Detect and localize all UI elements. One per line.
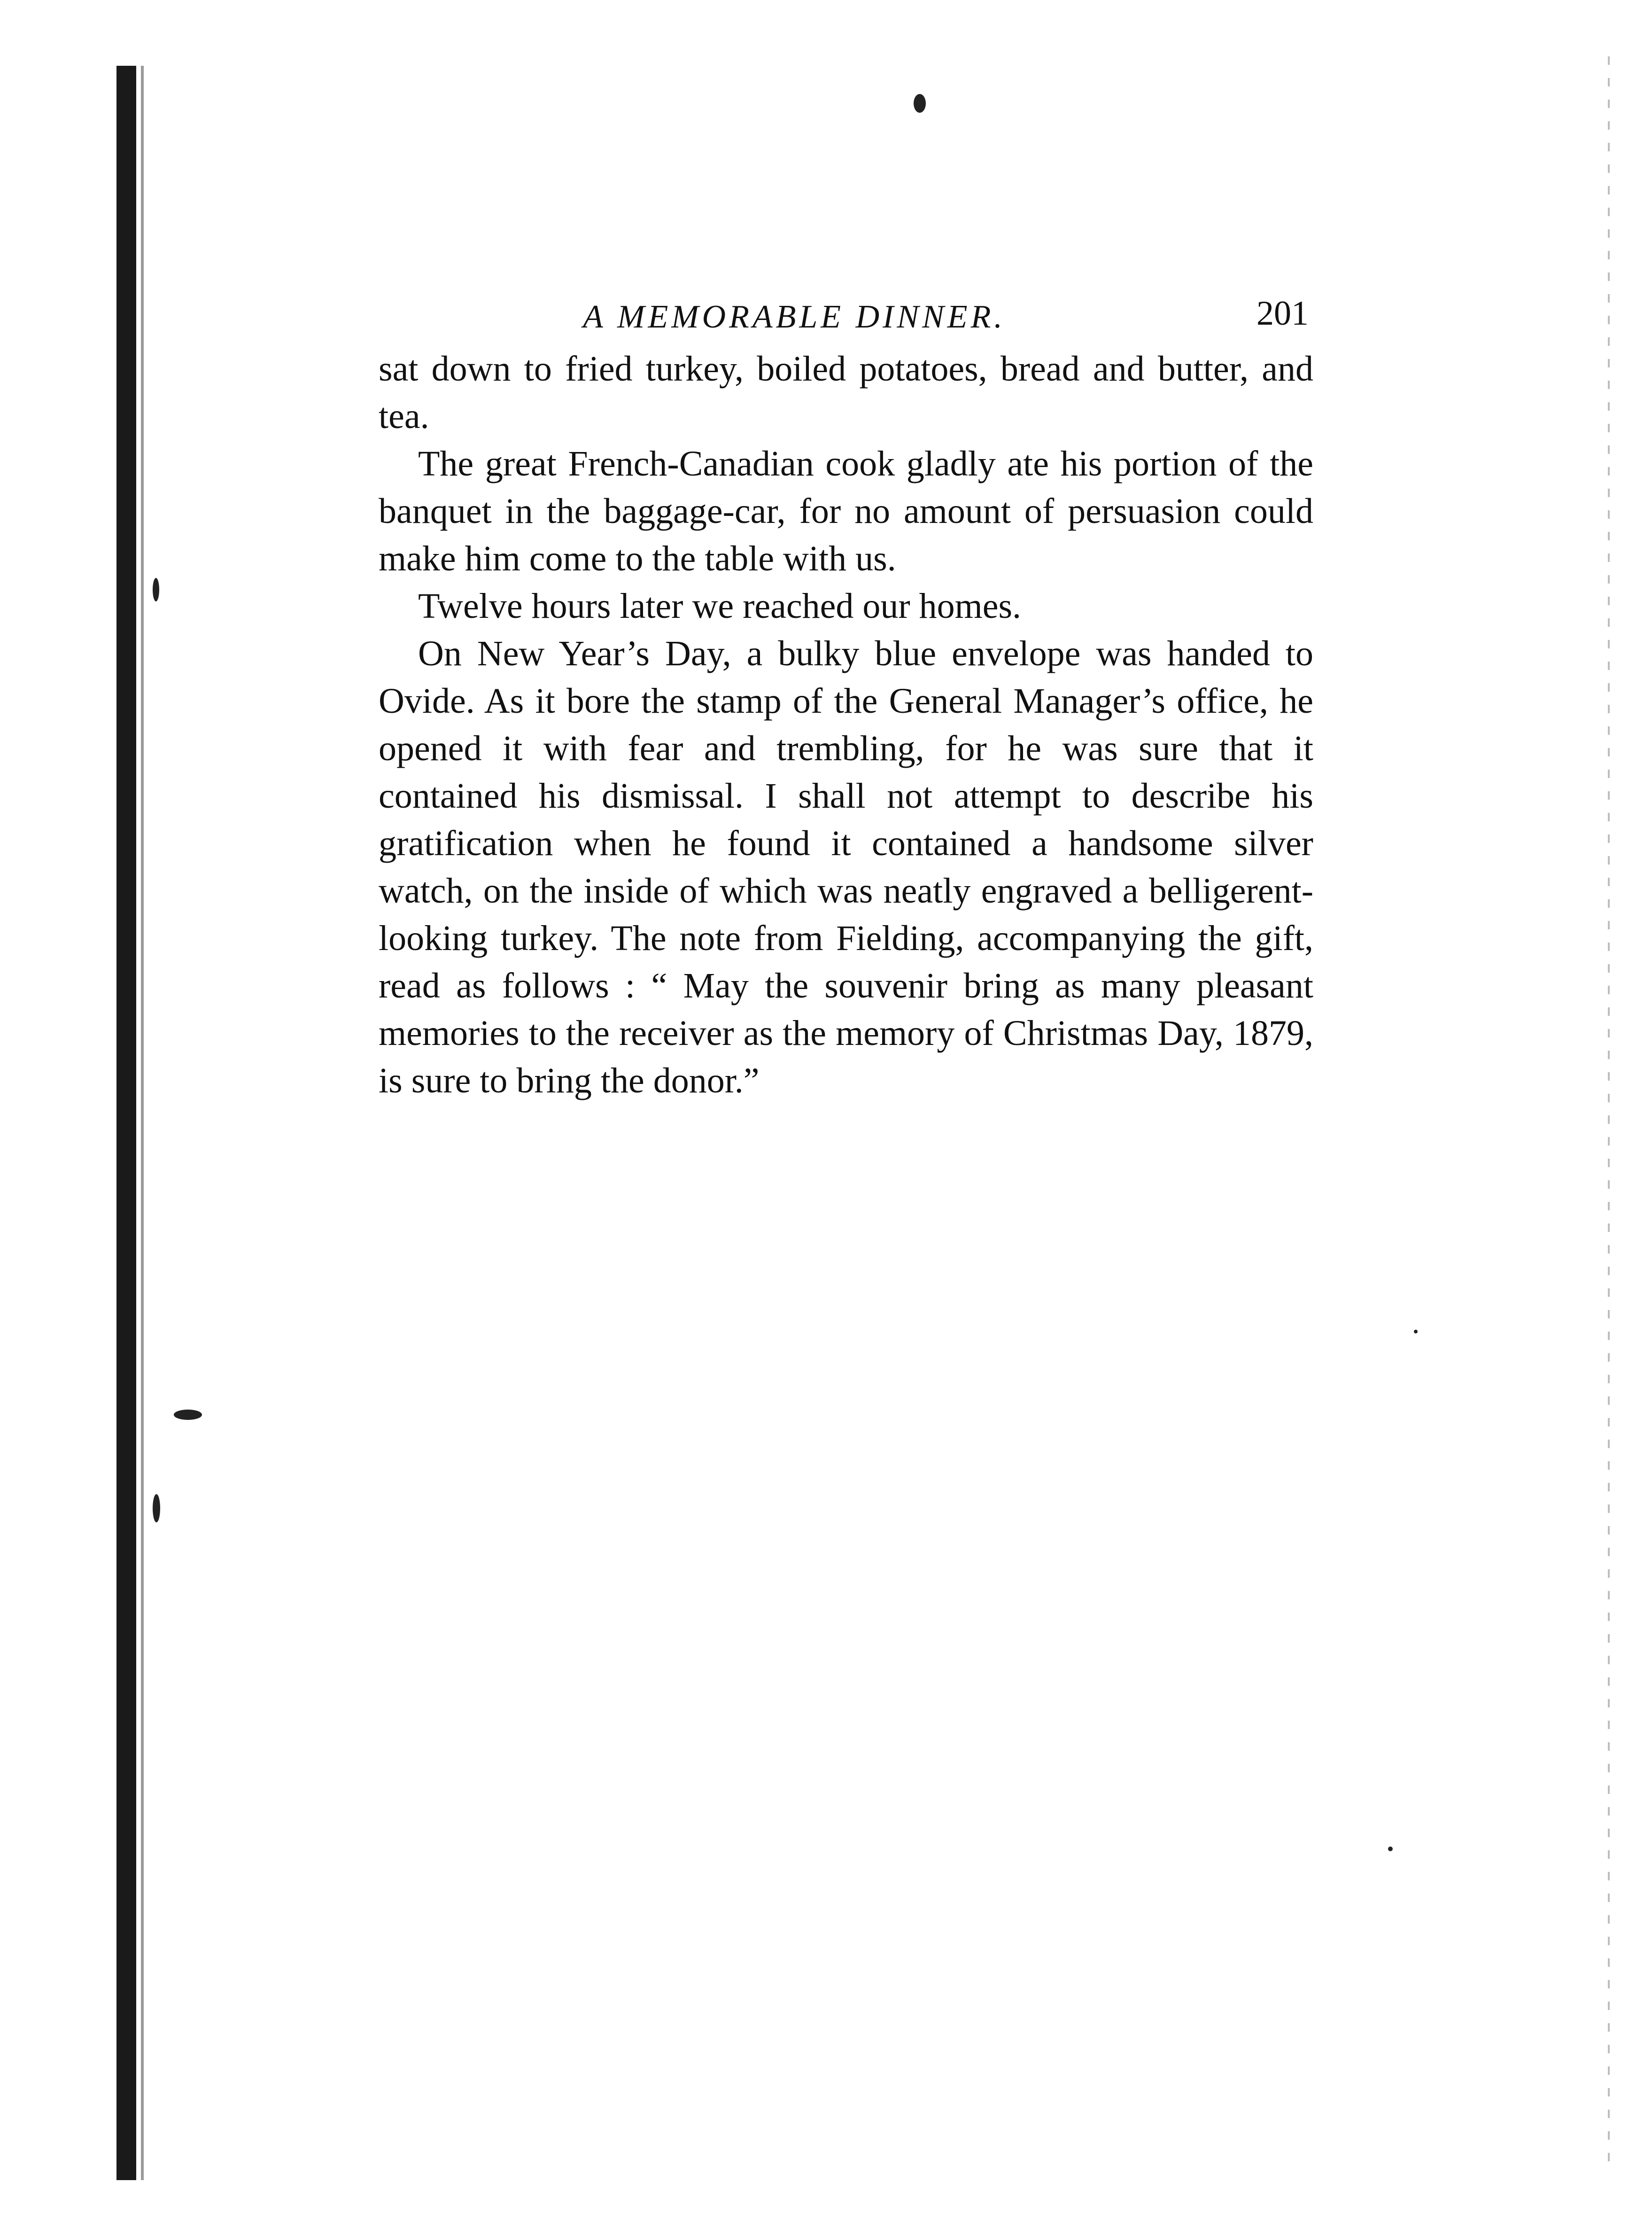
paragraph: The great French-Canadian cook gladly ate his portion of the banquet in the baggage-car, for no amount of persuasion could make him come to the table with us. <box>379 444 1313 578</box>
paragraph: sat down to fried turkey, boiled potatoes, bread and butter, and tea. <box>379 349 1313 436</box>
chapter-title: A MEMORABLE DINNER. <box>583 299 1006 335</box>
scan-speck <box>914 94 926 113</box>
scan-speck <box>153 578 159 601</box>
page-number: 201 <box>1256 294 1309 333</box>
running-head <box>379 289 1313 345</box>
scan-speck <box>1388 1847 1393 1851</box>
page-edge-right <box>1608 56 1610 2161</box>
scan-speck <box>174 1410 202 1420</box>
scan-speck <box>1414 1330 1418 1333</box>
page-content <box>379 289 1313 1105</box>
paragraph: Twelve hours later we reached our homes. <box>418 586 1022 626</box>
paragraph: On New Year’s Day, a bulky blue envelope was handed to Ovide. As it bore the stamp of the General Manager’s office, he opened it with fear and trembling, for he was sure that it contained his dismissal. I shall not attempt to describe his gratification when he found it contained a handsome silver watch, on the inside of which was neatly engraved a belligerent-looking turkey. The note from Fielding, accompanying the gift, read as follows : “ May the souvenir bring as many pleasant memories to the receiver as the memory of Christmas Day, 1879, is sure to bring the donor.” <box>379 634 1313 1100</box>
scan-speck <box>153 1494 160 1522</box>
binding-edge <box>116 66 136 2180</box>
body-text <box>379 345 1313 1105</box>
binding-shadow <box>141 66 144 2180</box>
